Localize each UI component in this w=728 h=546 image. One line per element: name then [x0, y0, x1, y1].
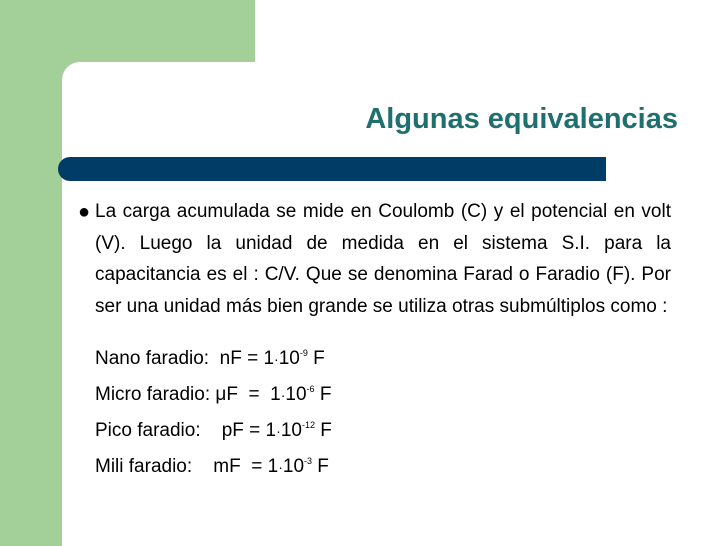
unit-line-nano	[95, 347, 325, 371]
unit-dot: ·	[278, 459, 283, 475]
unit-symbol: F	[314, 384, 332, 405]
unit-expr: pF = 1	[221, 420, 277, 441]
unit-label: Mili faradio:	[95, 456, 214, 477]
unit-exponent: -9	[299, 348, 308, 358]
unit-dot: ·	[276, 423, 281, 439]
unit-line-mili	[95, 455, 329, 479]
unit-base: 10	[278, 348, 300, 369]
slide-title: Algunas equivalencias	[365, 103, 678, 135]
unit-exponent: -12	[301, 420, 315, 430]
unit-expr: nF = 1	[219, 348, 275, 369]
unit-line-pico	[95, 419, 332, 443]
unit-label: Pico faradio:	[95, 420, 222, 441]
unit-base: 10	[285, 384, 307, 405]
unit-expr: μF = 1	[215, 384, 281, 405]
unit-label: Nano faradio:	[95, 348, 220, 369]
unit-line-micro	[95, 383, 331, 407]
unit-symbol: F	[314, 420, 332, 441]
unit-symbol: F	[307, 348, 325, 369]
unit-base: 10	[282, 456, 305, 477]
unit-base: 10	[280, 420, 302, 441]
unit-exponent: -6	[306, 384, 315, 394]
unit-dot: ·	[274, 351, 279, 367]
unit-symbol: F	[312, 456, 329, 477]
unit-exponent: -3	[304, 456, 313, 466]
bullet-icon: ●	[78, 201, 91, 223]
unit-label: Micro faradio:	[95, 384, 216, 405]
title-underline-bar	[58, 157, 606, 181]
unit-expr: mF = 1	[213, 456, 279, 477]
body-paragraph: La carga acumulada se mide en Coulomb (C) y el potencial en volt (V). Luego la unidad de medida en el sistema S.I. para la capacitancia es el : C/V. Que se denomina Farad o Faradio (F). Por ser una unidad más bien grande se utiliza otras submúltiplos como :	[95, 201, 671, 317]
unit-dot: ·	[280, 387, 286, 403]
